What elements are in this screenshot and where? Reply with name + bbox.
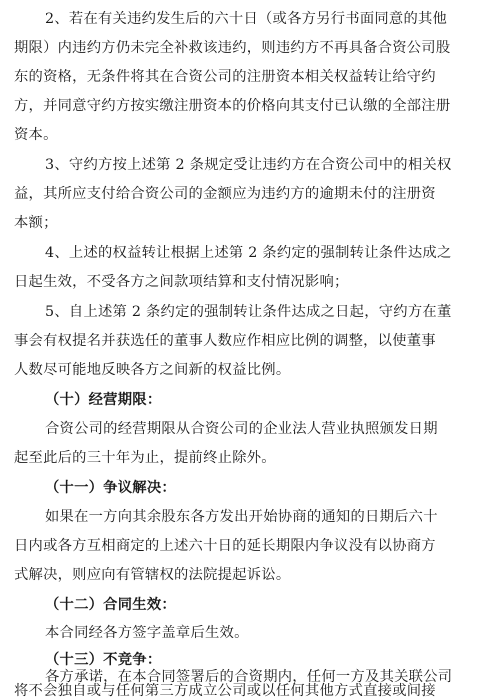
- section-heading: （十一）争议解决：: [45, 480, 176, 496]
- text-line: 将不会独自或与任何第三方成立公司或以任何其他方式直接或间接: [14, 683, 436, 699]
- section-heading: （十三）不竞争：: [45, 652, 162, 668]
- text-line: 4、上述的权益转让根据上述第 2 条约定的强制转让条件达成之: [45, 245, 452, 261]
- text-line: 如果在一方向其余股东各方发出开始协商的通知的日期后六十: [45, 509, 438, 525]
- text-line: 东的资格，无条件将其在合资公司的注册资本相关权益转让给守约: [14, 69, 436, 85]
- text-line: 5、自上述第 2 条约定的强制转让条件达成之日起，守约方在董: [45, 304, 452, 320]
- text-line: 期限）内违约方仍未完全补救该违约，则违约方不再具备合资公司股: [14, 40, 451, 56]
- text-line: 2、若在有关违约发生后的六十日（或各方另行书面同意的其他: [45, 11, 448, 27]
- text-line: 事会有权提名并获选任的董事人数应作相应比例的调整，以使董事: [14, 333, 436, 349]
- text-line: 本合同经各方签字盖章后生效。: [45, 625, 249, 641]
- text-line: 合资公司的经营期限从合资公司的企业法人营业执照颁发日期: [45, 421, 438, 437]
- text-line: 日起生效，不受各方之间款项结算和支付情况影响；: [14, 274, 349, 290]
- text-line: 人数尽可能地反映各方之间新的权益比例。: [14, 362, 291, 378]
- text-line: 3、守约方按上述第 2 条规定受让违约方在合资公司中的相关权: [45, 157, 452, 173]
- section-heading: （十二）合同生效：: [45, 597, 176, 613]
- text-line: 方，并同意守约方按实缴注册资本的价格向其支付已认缴的全部注册: [14, 98, 451, 114]
- text-line: 起至此后的三十年为止，提前终止除外。: [14, 450, 276, 466]
- text-line: 益，其所应支付给合资公司的金额应为违约方的逾期未付的注册资: [14, 186, 436, 202]
- text-line: 本额；: [14, 215, 58, 231]
- section-heading: （十）经营期限：: [45, 392, 162, 408]
- text-line: 各方承诺，在本合同签署后的合资期内，任何一方及其关联公司: [45, 669, 453, 685]
- text-line: 式解决，则应向有管辖权的法院提起诉讼。: [14, 567, 291, 583]
- text-line: 资本。: [14, 127, 58, 143]
- text-line: 日内或各方互相商定的上述六十日的延长期限内争议没有以协商方: [14, 538, 436, 554]
